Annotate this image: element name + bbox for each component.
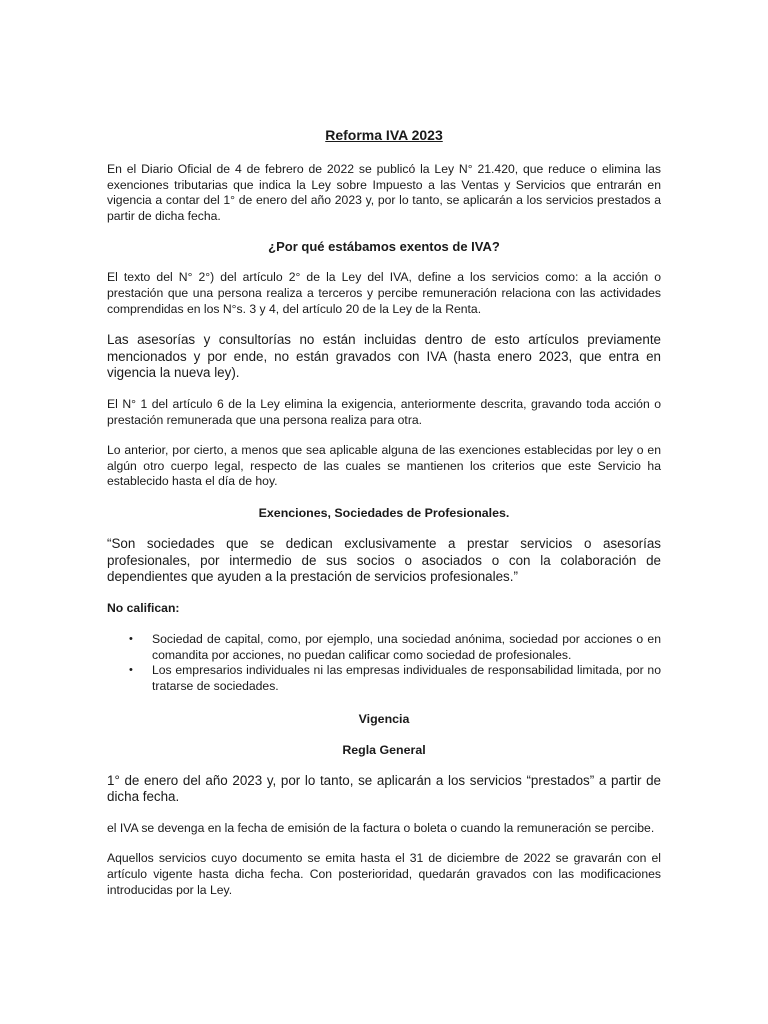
list-item	[107, 663, 661, 694]
paragraph-start-date: 1° de enero del año 2023 y, por lo tanto, se aplicarán a los servicios “prestados” a partir de dicha fecha.	[107, 772, 661, 805]
section-heading-professional-societies: Exenciones, Sociedades de Profesionales.	[258, 505, 510, 520]
intro-paragraph: En el Diario Oficial de 4 de febrero de 2022 se publicó la Ley N° 21.420, que reduce o elimina las exenciones tributarias que indica la Ley sobre Impuesto a las Ventas y Servicios que entrarán en vigencia a contar del 1° de enero del año 2023 y, por lo tanto, se aplicarán a los servicios prestados a partir de dicha fecha.	[107, 162, 661, 223]
bullet-icon: •	[129, 664, 133, 677]
bullet-icon: •	[129, 633, 133, 646]
no-califican-label: No califican:	[107, 600, 180, 615]
document-content	[107, 126, 661, 898]
paragraph-services-definition: El texto del N° 2°) del artículo 2° de la Ley del IVA, define a los servicios como: a la acción o prestación que una persona realiza a terceros y percibe remuneración relaciona con las actividades comprendidas en los N°s. 3 y 4, del artículo 20 de la Ley de la Renta.	[107, 270, 661, 316]
bullet-list	[107, 632, 661, 694]
section-heading-vigencia: Vigencia	[358, 711, 410, 726]
list-item-text: Sociedad de capital, como, por ejemplo, una sociedad anónima, sociedad por acciones o en comandita por acciones, no puedan calificar como sociedad de profesionales.	[152, 632, 661, 662]
paragraph-article-6: El N° 1 del artículo 6 de la Ley elimina la exigencia, anteriormente descrita, gravando toda acción o prestación remunerada que una persona realiza para otra.	[107, 396, 661, 427]
list-item-text: Los empresarios individuales ni las empresas individuales de responsabilidad limitada, por no tratarse de sociedades.	[152, 663, 661, 694]
subheading-regla-general: Regla General	[342, 742, 426, 757]
paragraph-consulting-exempt: Las asesorías y consultorías no están incluidas dentro de esto artículos previamente mencionados y por ende, no están gravados con IVA (hasta enero 2023, que entra en vigencia la nueva ley).	[107, 332, 661, 381]
page-title: Reforma IVA 2023	[325, 127, 443, 143]
list-item	[107, 632, 661, 663]
quote-paragraph: “Son sociedades que se dedican exclusivamente a prestar servicios o asesorías profesionales, por intermedio de sus socios o asociados o con la colaboración de dependientes que ayuden a la prestación de servicios profesionales.”	[107, 535, 661, 585]
section-heading-exemption: ¿Por qué estábamos exentos de IVA?	[268, 239, 500, 255]
paragraph-accrual: el IVA se devenga en la fecha de emisión de la factura o boleta o cuando la remuneración se percibe.	[107, 820, 655, 835]
paragraph-transition: Aquellos servicios cuyo documento se emita hasta el 31 de diciembre de 2022 se gravarán con el artículo vigente hasta dicha fecha. Con posterioridad, quedarán gravados con las modificaciones introducidas por la Ley.	[107, 851, 661, 897]
paragraph-exceptions: Lo anterior, por cierto, a menos que sea aplicable alguna de las exenciones establecidas por ley o en algún otro cuerpo legal, respecto de las cuales se mantienen los criterios que este Servicio ha establecido hasta el día de hoy.	[107, 443, 661, 489]
